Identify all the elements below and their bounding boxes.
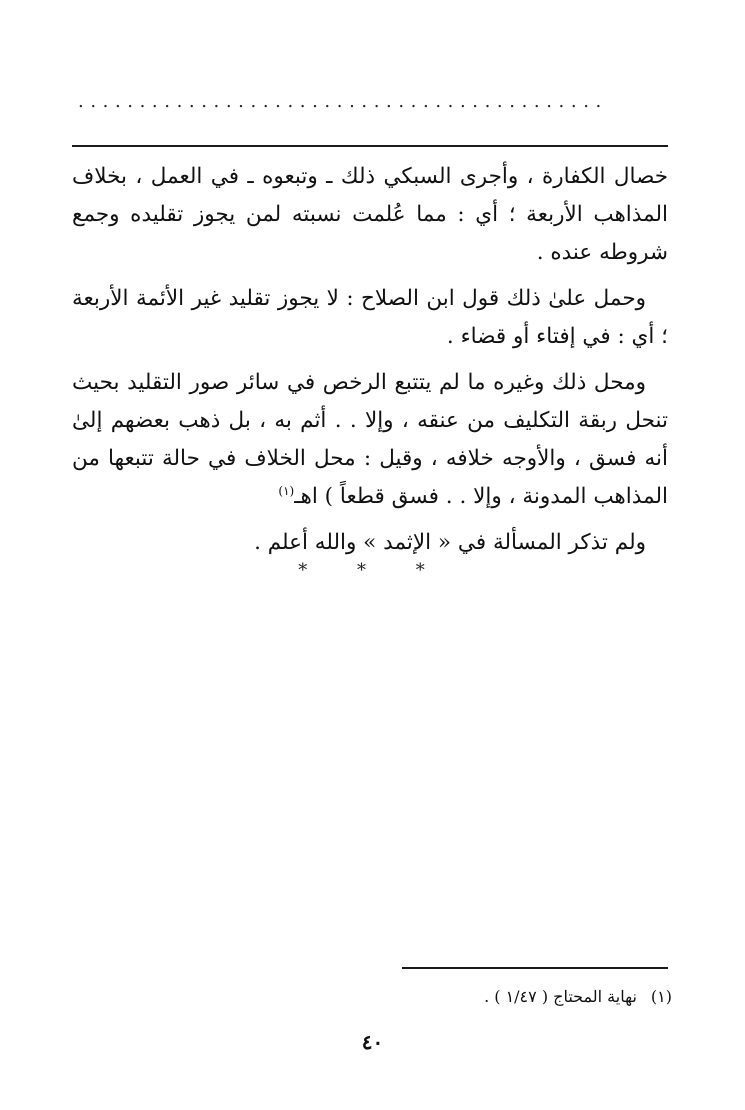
- footnote-number: (١): [650, 987, 672, 1006]
- main-text: [72, 158, 668, 570]
- paragraph-3: [72, 364, 668, 516]
- footnote-rule: [402, 967, 668, 969]
- footnote: [300, 984, 672, 1010]
- paragraph-1: خصال الكفارة ، وأجرى السبكي ذلك ـ وتبعوه ـ في العمل ، بخلاف المذاهب الأربعة ؛ أي : مما عُلمت نسبته لمن يجوز تقليده وجمع شروطه عنده .: [72, 164, 668, 265]
- paragraph-4: ولم تذكر المسألة في « الإثمد » والله أعلم .: [254, 530, 646, 555]
- paragraph-2: وحمل علىٰ ذلك قول ابن الصلاح : لا يجوز تقليد غير الأئمة الأربعة ؛ أي : في إفتاء أو قضاء .: [72, 286, 668, 349]
- section-separator-stars: * * *: [298, 560, 447, 581]
- paragraph-3-text: ومحل ذلك وغيره ما لم يتتبع الرخص في سائر صور التقليد بحيث تنحل ربقة التكليف من عنقه ، وإلا . . أثم به ، بل ذهب بعضهم إلىٰ أنه فسق ، والأوجه خلافه ، وقيل : محل الخلاف في حالة تتبعها من المذاهب المدونة ، وإلا . . فسق قطعاً ) اهـ: [72, 370, 668, 509]
- footnote-text: نهاية المحتاج ( ١/٤٧ ) .: [484, 987, 637, 1006]
- running-header-dots: ...........................................: [78, 92, 608, 112]
- page-number: ٤٠: [361, 1030, 384, 1054]
- footnote-reference[interactable]: (١): [278, 483, 295, 498]
- header-rule: [72, 145, 668, 147]
